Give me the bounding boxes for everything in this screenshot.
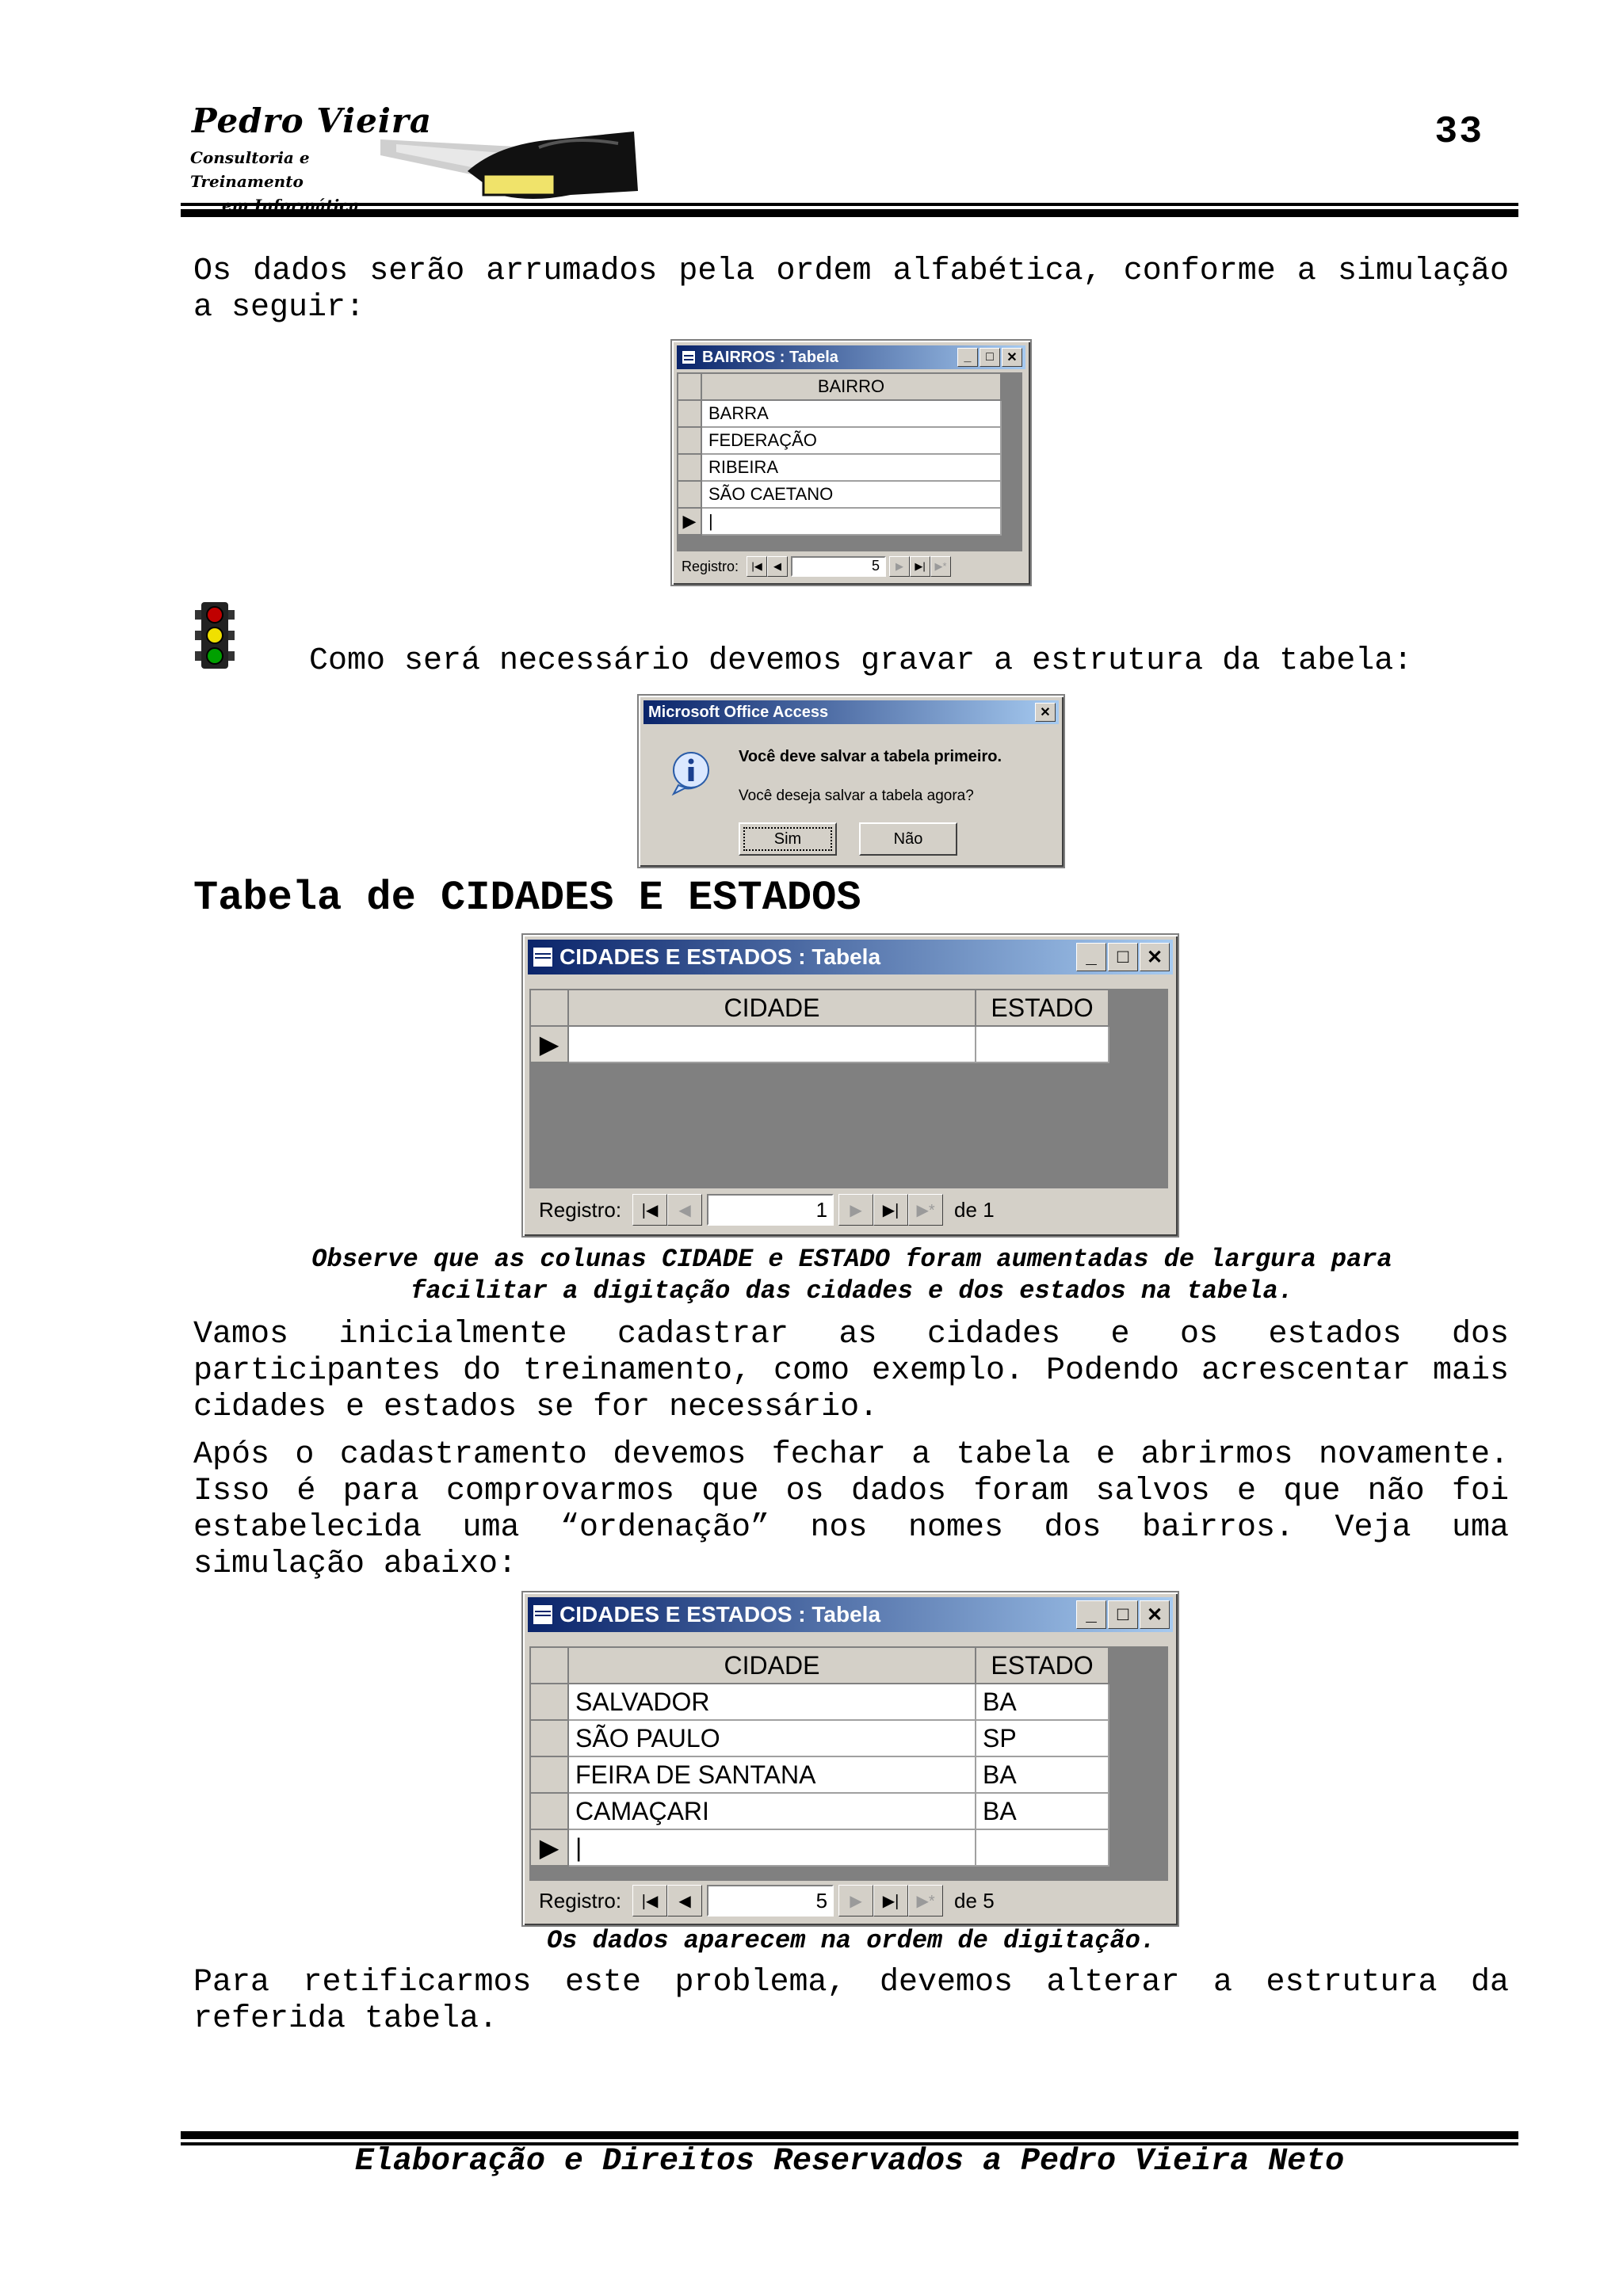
cell[interactable] <box>976 1026 1109 1062</box>
dialog-message: Você deve salvar a tabela primeiro. <box>739 748 1002 765</box>
info-icon <box>667 749 715 797</box>
cell-estado[interactable]: BA <box>976 1793 1109 1829</box>
minimize-button[interactable]: _ <box>1076 943 1106 971</box>
table-row[interactable] <box>530 1684 1109 1720</box>
new-record-row[interactable] <box>678 508 1001 535</box>
datasheet <box>529 1646 1168 1881</box>
record-number-input[interactable]: 5 <box>707 1885 834 1917</box>
save-dialog <box>637 694 1065 868</box>
nav-label: Registro: <box>539 1888 622 1913</box>
close-button[interactable]: ✕ <box>1140 943 1170 971</box>
window-title: CIDADES E ESTADOS : Tabela <box>559 1602 881 1627</box>
close-button[interactable]: ✕ <box>1002 348 1022 367</box>
table-row[interactable] <box>678 454 1001 481</box>
cidades-table-window-filled <box>521 1591 1179 1927</box>
caption-typing-order: Os dados aparecem na ordem de digitação. <box>546 1926 1156 1955</box>
bairros-table-window <box>670 339 1032 586</box>
section-heading: Tabela de CIDADES E ESTADOS <box>193 875 861 921</box>
dialog-question: Você deseja salvar a tabela agora? <box>739 788 974 804</box>
table-icon <box>533 1604 553 1625</box>
logo-subtitle: Consultoria e Treinamento <box>190 148 310 191</box>
cell-estado[interactable]: SP <box>976 1720 1109 1756</box>
record-navigation <box>528 1881 1173 1920</box>
minimize-button[interactable]: _ <box>1076 1600 1106 1629</box>
cell-cidade[interactable]: SÃO PAULO <box>568 1720 976 1756</box>
footer-text: Elaboração e Direitos Reservados a Pedro Vieira Neto <box>354 2144 1345 2180</box>
no-button[interactable]: Não <box>859 822 957 856</box>
record-count: de 1 <box>954 1197 995 1222</box>
paragraph-register: Vamos inicialmente cadastrar as cidades e os estados dos participantes do treinamento, como exemplo. Podendo acrescentar mais cidades e estados se for necessário. <box>193 1317 1509 1425</box>
datasheet <box>677 372 1022 551</box>
current-record-arrow-icon[interactable]: ▶ <box>678 508 701 535</box>
cell[interactable] <box>568 1026 976 1062</box>
logo-title: Pedro Vieira <box>192 101 433 140</box>
record-navigation <box>528 1190 1173 1230</box>
record-number-input[interactable]: 1 <box>707 1194 834 1226</box>
current-record-arrow-icon[interactable]: ▶ <box>530 1026 568 1062</box>
close-button[interactable]: ✕ <box>1140 1600 1170 1629</box>
record-count: de 5 <box>954 1888 995 1913</box>
page-number: 33 <box>1434 111 1484 154</box>
paragraph-reopen: Após o cadastramento devemos fechar a tabela e abrirmos novamente. Isso é para comprovarmos que os dados foram salvos e que não foi estabelecida uma “ordenação” nos nomes dos bairros. Veja uma simulação abaixo: <box>193 1437 1509 1582</box>
maximize-button[interactable]: □ <box>1108 1600 1138 1629</box>
cell[interactable]: FEDERAÇÃO <box>701 427 1001 454</box>
window-title: BAIRROS : Tabela <box>702 348 838 366</box>
footer-rule-thick <box>181 2131 1518 2139</box>
record-navigation <box>677 555 1025 578</box>
cell[interactable]: | <box>568 1829 976 1866</box>
new-record-row[interactable] <box>530 1829 1109 1866</box>
logo <box>190 101 634 212</box>
first-record-button[interactable]: |◀ <box>747 556 767 577</box>
dialog-title: Microsoft Office Access <box>648 703 829 721</box>
first-record-button[interactable]: |◀ <box>632 1885 667 1917</box>
cell[interactable]: SÃO CAETANO <box>701 481 1001 508</box>
paragraph-intro: Os dados serão arrumados pela ordem alfabética, conforme a simulação a seguir: <box>193 254 1509 326</box>
dialog-titlebar <box>643 700 1059 724</box>
header-rule-thick <box>181 209 1518 217</box>
table-icon <box>682 350 696 364</box>
cell[interactable]: BARRA <box>701 400 1001 427</box>
titlebar <box>528 940 1173 974</box>
close-button[interactable]: ✕ <box>1035 703 1056 722</box>
cell[interactable]: | <box>701 508 1001 535</box>
traffic-light-icon <box>193 599 236 672</box>
new-record-button[interactable]: ▶* <box>908 1885 943 1917</box>
prev-record-button[interactable]: ◀ <box>667 1194 702 1226</box>
prev-record-button[interactable]: ◀ <box>767 556 788 577</box>
table-row[interactable] <box>678 427 1001 454</box>
cell-cidade[interactable]: FEIRA DE SANTANA <box>568 1756 976 1793</box>
last-record-button[interactable]: ▶| <box>910 556 930 577</box>
maximize-button[interactable]: □ <box>1108 943 1138 971</box>
new-record-button[interactable]: ▶* <box>930 556 951 577</box>
new-record-row[interactable] <box>530 1026 1109 1062</box>
cidades-grid <box>529 989 1109 1063</box>
paragraph-save-note: Como será necessário devemos gravar a estrutura da tabela: <box>309 643 1413 679</box>
minimize-button[interactable]: _ <box>957 348 978 367</box>
maximize-button[interactable]: □ <box>980 348 1000 367</box>
new-record-button[interactable]: ▶* <box>908 1194 943 1226</box>
column-header-cidade[interactable]: CIDADE <box>568 990 976 1026</box>
column-header-estado[interactable]: ESTADO <box>976 1647 1109 1684</box>
titlebar <box>677 345 1025 369</box>
current-record-arrow-icon[interactable]: ▶ <box>530 1829 568 1866</box>
header-rule <box>181 203 1518 206</box>
nav-label: Registro: <box>682 558 739 574</box>
cell-estado[interactable]: BA <box>976 1684 1109 1720</box>
next-record-button[interactable]: ▶ <box>838 1194 873 1226</box>
cell[interactable] <box>976 1829 1109 1866</box>
column-header-estado[interactable]: ESTADO <box>976 990 1109 1026</box>
caption-columns-widened: Observe que as colunas CIDADE e ESTADO foram aumentadas de largura para facilitar a digitação das cidades e dos estados na tabela. <box>311 1245 1392 1306</box>
prev-record-button[interactable]: ◀ <box>667 1885 702 1917</box>
last-record-button[interactable]: ▶| <box>873 1194 908 1226</box>
record-number-input[interactable]: 5 <box>791 556 886 577</box>
bairros-grid <box>677 372 1002 536</box>
table-row[interactable] <box>530 1720 1109 1756</box>
last-record-button[interactable]: ▶| <box>873 1885 908 1917</box>
datasheet <box>529 989 1168 1188</box>
cell-estado[interactable]: BA <box>976 1756 1109 1793</box>
table-row[interactable] <box>678 400 1001 427</box>
next-record-button[interactable]: ▶ <box>838 1885 873 1917</box>
titlebar <box>528 1597 1173 1632</box>
cell-cidade[interactable]: SALVADOR <box>568 1684 976 1720</box>
column-header-bairro[interactable]: BAIRRO <box>701 373 1001 400</box>
paragraph-fix: Para retificarmos este problema, devemos alterar a estrutura da referida tabela. <box>193 1965 1509 2037</box>
cell-cidade[interactable]: CAMAÇARI <box>568 1793 976 1829</box>
first-record-button[interactable]: |◀ <box>632 1194 667 1226</box>
next-record-button[interactable]: ▶ <box>889 556 910 577</box>
table-row[interactable] <box>530 1793 1109 1829</box>
yes-button[interactable]: Sim <box>739 822 837 856</box>
nav-label: Registro: <box>539 1197 622 1222</box>
cell[interactable]: RIBEIRA <box>701 454 1001 481</box>
cidades-table-window-empty <box>521 933 1179 1238</box>
table-row[interactable] <box>678 481 1001 508</box>
logo-hand-icon <box>380 116 642 203</box>
cidades-grid <box>529 1646 1109 1867</box>
table-icon <box>533 947 553 967</box>
window-title: CIDADES E ESTADOS : Tabela <box>559 944 881 969</box>
column-header-cidade[interactable]: CIDADE <box>568 1647 976 1684</box>
table-row[interactable] <box>530 1756 1109 1793</box>
